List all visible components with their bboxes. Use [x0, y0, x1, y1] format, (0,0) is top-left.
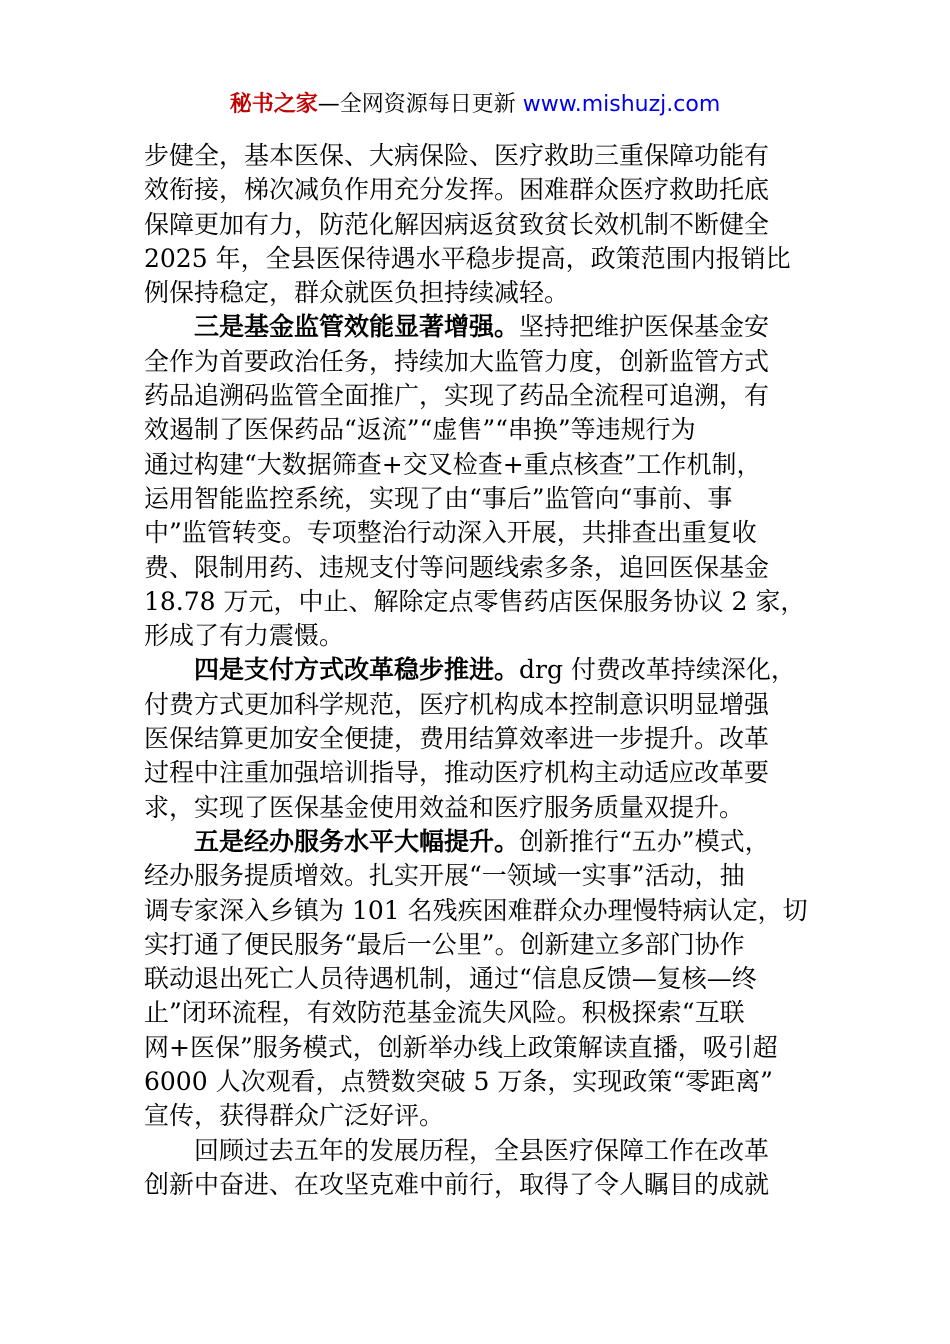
- text-line: 药品追溯码监管全面推广，实现了药品全流程可追溯，有: [144, 381, 770, 411]
- text-line: 通过构建“大数据筛查+交叉检查+重点核查”工作机制，: [144, 449, 762, 479]
- header-tagline: —全网资源每日更新: [317, 92, 523, 117]
- text-line: 运用智能监控系统，实现了由“事后”监管向“事前、事: [144, 483, 733, 513]
- text-run: 创新推行“五办”模式，: [519, 826, 770, 856]
- text-line: 18.78 万元，中止、解除定点零售药店医保服务协议 2 家，: [144, 586, 806, 616]
- text-line: 经办服务提质增效。扎实开展“一领域一实事”活动，抽: [144, 861, 745, 891]
- document-body: [144, 139, 808, 1202]
- paragraph-first-line: [144, 310, 808, 344]
- paragraph-heading: 四是支付方式改革稳步推进。: [194, 655, 520, 685]
- text-line: 止”闭环流程，有效防范基金流失风险。积极探索“互联: [144, 998, 745, 1028]
- text-line: 付费方式更加科学规范，医疗机构成本控制意识明显增强: [144, 689, 770, 719]
- text-line: 过程中注重加强培训指导，推动医疗机构主动适应改革要: [144, 758, 770, 788]
- text-line: 步健全，基本医保、大病保险、医疗救助三重保障功能有: [144, 141, 770, 170]
- text-line: 效遏制了医保药品“返流”“虚售”“串换”等违规行为: [144, 415, 696, 445]
- text-run: 坚持把维护医保基金安: [519, 312, 770, 342]
- site-header: [0, 88, 950, 122]
- text-line: 实打通了便民服务“最后一公里”。创新建立多部门协作: [144, 929, 745, 959]
- text-line: 医保结算更加安全便捷，费用结算效率进一步提升。改革: [144, 724, 770, 754]
- text-line: 宣传，获得群众广泛好评。: [144, 1101, 445, 1131]
- brand-name: 秘书之家: [229, 92, 318, 117]
- paragraph-first-line: 回顾过去五年的发展历程，全县医疗保障工作在改革: [194, 1135, 770, 1165]
- text-line: 费、限制用药、违规支付等问题线索多条，追回医保基金: [144, 552, 770, 582]
- text-line: 创新中奋进、在攻坚克难中前行，取得了令人瞩目的成就: [144, 1169, 770, 1199]
- text-line: 保障更加有力，防范化解因病返贫致贫长效机制不断健全: [144, 209, 770, 239]
- text-line: 中”监管转变。专项整治行动深入开展，共排查出重复收: [144, 518, 757, 548]
- text-line: 6000 人次观看，点赞数突破 5 万条，实现政策“零距离”: [144, 1067, 773, 1097]
- text-line: 网+医保”服务模式，创新举办线上政策解读直播，吸引超: [144, 1032, 778, 1062]
- text-line: 调专家深入乡镇为 101 名残疾困难群众办理慢特病认定，切: [144, 895, 808, 925]
- text-line: 形成了有力震慑。: [144, 621, 345, 651]
- paragraph-heading: 三是基金监管效能显著增强。: [194, 312, 520, 342]
- paragraph-first-line: [144, 653, 808, 687]
- text-line: 效衔接，梯次减负作用充分发挥。困难群众医疗救助托底: [144, 175, 770, 205]
- text-line: 联动退出死亡人员待遇机制，通过“信息反馈—复核—终: [144, 964, 757, 994]
- text-line: 例保持稳定，群众就医负担持续减轻。: [144, 278, 570, 308]
- site-url-link[interactable]: www.mishuzj.com: [522, 92, 721, 117]
- paragraph-first-line: [144, 825, 808, 859]
- text-line: 2025 年，全县医保待遇水平稳步提高，政策范围内报销比: [144, 243, 791, 273]
- text-run: drg 付费改革持续深化，: [519, 655, 796, 685]
- text-line: 求，实现了医保基金使用效益和医疗服务质量双提升。: [144, 792, 745, 822]
- paragraph-heading: 五是经办服务水平大幅提升。: [194, 826, 520, 856]
- text-line: 全作为首要政治任务，持续加大监管力度，创新监管方式: [144, 346, 770, 376]
